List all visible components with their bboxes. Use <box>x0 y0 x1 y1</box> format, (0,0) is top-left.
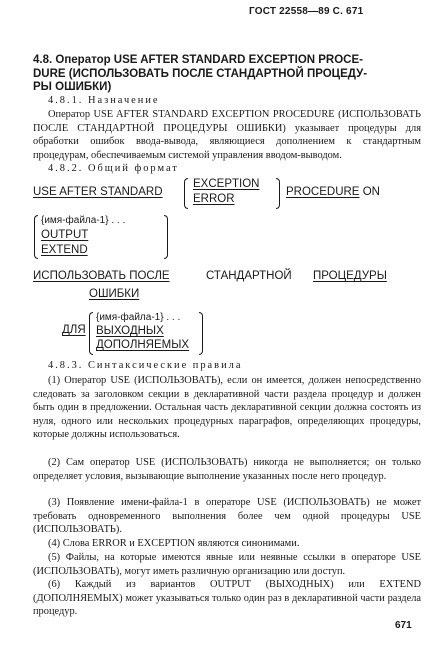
format-ru-line-1: ИСПОЛЬЗОВАТЬ ПОСЛЕ <box>33 270 170 282</box>
page-header: ГОСТ 22558—89 С. 671 <box>249 6 364 17</box>
format-ru-errors: ОШИБКИ <box>89 288 140 300</box>
ru-options-brace-right <box>199 312 203 355</box>
purpose-paragraph: Оператор USE AFTER STANDARD EXCEPTION PROCEDURE (ИСПОЛЬЗОВАТЬ ПОСЛЕ СТАНДАРТНОЙ ПРОЦЕДУРЫ ОШИБКИ) указывает процедуры для обработки ошибок ввода-вывода, являющиеся дополнением к стандартным процедурам, обеспечиваемым системой управления вводом-выводом. <box>33 109 421 161</box>
keyword-procedure-on: PROCEDURE ON <box>286 186 380 198</box>
subsection-heading-purpose: 4.8.1. Назначение <box>48 95 160 106</box>
ru-option-extend: ДОПОЛНЯЕМЫХ <box>96 339 190 351</box>
format-ru-for: ДЛЯ <box>62 324 86 336</box>
option-output: OUTPUT <box>41 229 89 241</box>
ru-option-output: ВЫХОДНЫХ <box>96 325 164 337</box>
format-ru-procedure: ПРОЦЕДУРЫ <box>313 270 387 282</box>
rule-5: (5) Файлы, на которые имеются явные или неявные ссылки в операторе USE (ИСПОЛЬЗОВАТЬ), могут иметь различную организацию или доступ. <box>33 552 421 577</box>
section-title <box>33 54 415 95</box>
option-extend: EXTEND <box>41 244 88 256</box>
section-title-line-3: РЫ ОШИБКИ) <box>33 81 112 93</box>
options-brace-right <box>164 215 168 259</box>
options-brace-left <box>34 215 38 259</box>
subsection-heading-syntax: 4.8.3. Синтаксические правила <box>48 360 243 371</box>
subsection-heading-format: 4.8.2. Общий формат <box>48 163 179 174</box>
brace-left <box>184 178 188 209</box>
format-use-after-standard <box>33 186 163 198</box>
option-file-name: {имя-файла-1} . . . <box>41 215 126 226</box>
brace-right <box>276 178 280 209</box>
keyword-error: ERROR <box>193 193 235 205</box>
rule-6: (6) Каждый из вариантов OUTPUT (ВЫХОДНЫХ) или EXTEND (ДОПОЛНЯЕМЫХ) может указываться только один раз в декларативной части раздела процедур. <box>33 579 421 618</box>
keyword-use: USE AFTER STANDARD <box>33 186 163 198</box>
ru-options-brace-left <box>89 312 93 355</box>
rule-4: (4) Слова ERROR и EXCEPTION являются синонимами. <box>48 538 300 549</box>
page-number: 671 <box>395 620 412 631</box>
rule-2: (2) Сам оператор USE (ИСПОЛЬЗОВАТЬ) никогда не выполняется; он только определяет условия, вызывающие выполнение указанных после него процедур. <box>33 457 421 482</box>
ru-option-file-name: {имя-файла-1} . . . <box>96 312 181 323</box>
keyword-exception: EXCEPTION <box>193 178 260 190</box>
section-title-line-2: DURE (ИСПОЛЬЗОВАТЬ ПОСЛЕ СТАНДАРТНОЙ ПРОЦЕДУ- <box>33 67 368 80</box>
rule-3: (3) Появление имени-файла-1 в операторе USE (ИСПОЛЬЗОВАТЬ) не может требовать одновременного выполнения более чем одной процедуры USE (ИСПОЛЬЗОВАТЬ). <box>33 497 421 536</box>
section-title-line-1: 4.8. Оператор USE AFTER STANDARD EXCEPTION PROCE- <box>33 54 363 66</box>
rule-1: (1) Оператор USE (ИСПОЛЬЗОВАТЬ), если он имеется, должен непосредственно следовать за заголовком секции в декларативной части раздела процедур и должен быть один в предложении. Остальная часть декларативной секции должна состоять из нуля, одного или нескольких процедурных параграфов, определяющих процедуры, которые должны использоваться. <box>33 375 421 441</box>
format-ru-standard: СТАНДАРТНОЙ <box>206 270 292 282</box>
